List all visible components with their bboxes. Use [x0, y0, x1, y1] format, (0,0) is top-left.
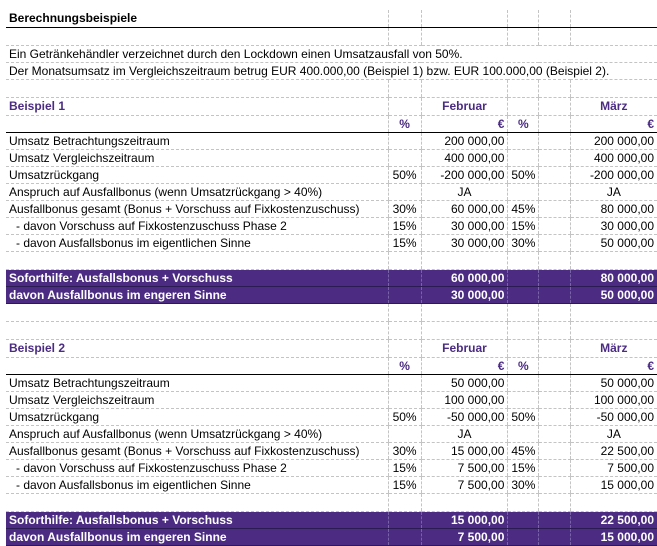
value-cell: 60 000,00 — [421, 201, 508, 218]
row-label: Ausfallbonus gesamt (Bonus + Vorschuss auf Fixkostenzuschuss) — [6, 443, 388, 460]
month-header: Februar — [421, 98, 508, 116]
percent-cell — [508, 426, 539, 443]
value-cell: 200 000,00 — [421, 133, 508, 150]
total-label: Soforthilfe: Ausfallsbonus + Vorschuss — [6, 512, 388, 529]
row-label: Umsatz Betrachtungszeitraum — [6, 133, 388, 150]
percent-cell: 45% — [508, 443, 539, 460]
unit-percent: % — [508, 116, 539, 133]
percent-cell — [508, 184, 539, 201]
value-cell: 7 500,00 — [421, 477, 508, 494]
value-cell: 100 000,00 — [570, 392, 657, 409]
value-cell: 30 000,00 — [421, 235, 508, 252]
row-label: - davon Vorschuss auf Fixkostenzuschuss Phase 2 — [6, 460, 388, 477]
percent-cell: 50% — [388, 409, 421, 426]
percent-cell — [388, 426, 421, 443]
month-header: März — [570, 340, 657, 358]
row-label: Anspruch auf Ausfallbonus (wenn Umsatzrückgang > 40%) — [6, 184, 388, 201]
unit-euro: € — [421, 358, 508, 375]
percent-cell: 15% — [508, 460, 539, 477]
percent-cell — [388, 184, 421, 201]
total-value: 15 000,00 — [421, 512, 508, 529]
percent-cell — [508, 375, 539, 392]
value-cell: JA — [570, 184, 657, 201]
value-cell: 7 500,00 — [421, 460, 508, 477]
row-label: Umsatzrückgang — [6, 409, 388, 426]
intro-line-1: Ein Getränkehändler verzeichnet durch den Lockdown einen Umsatzausfall von 50%. — [6, 46, 657, 63]
value-cell: 100 000,00 — [421, 392, 508, 409]
total-value: 30 000,00 — [421, 287, 508, 304]
row-label: Umsatz Vergleichszeitraum — [6, 392, 388, 409]
month-header: März — [570, 98, 657, 116]
row-label: - davon Ausfallsbonus im eigentlichen Sinne — [6, 235, 388, 252]
value-cell: 50 000,00 — [421, 375, 508, 392]
total-value: 50 000,00 — [570, 287, 657, 304]
example-heading: Beispiel 2 — [6, 340, 388, 358]
percent-cell — [388, 375, 421, 392]
row-label: Umsatzrückgang — [6, 167, 388, 184]
value-cell: -200 000,00 — [421, 167, 508, 184]
percent-cell: 15% — [508, 218, 539, 235]
example-heading: Beispiel 1 — [6, 98, 388, 116]
unit-percent: % — [388, 358, 421, 375]
row-label: Umsatz Betrachtungszeitraum — [6, 375, 388, 392]
percent-cell: 30% — [508, 477, 539, 494]
value-cell: 30 000,00 — [570, 218, 657, 235]
total-label: davon Ausfallbonus im engeren Sinne — [6, 287, 388, 304]
unit-euro: € — [570, 116, 657, 133]
total-label: davon Ausfallbonus im engeren Sinne — [6, 529, 388, 546]
unit-euro: € — [570, 358, 657, 375]
percent-cell — [508, 392, 539, 409]
row-label: - davon Ausfallsbonus im eigentlichen Sinne — [6, 477, 388, 494]
intro-line-2: Der Monatsumsatz im Vergleichszeitraum betrug EUR 400.000,00 (Beispiel 1) bzw. EUR 100.000,00 (Beispiel 2). — [6, 63, 657, 80]
row-label: Umsatz Vergleichszeitraum — [6, 150, 388, 167]
percent-cell: 30% — [388, 443, 421, 460]
percent-cell: 15% — [388, 235, 421, 252]
percent-cell: 30% — [388, 201, 421, 218]
value-cell: 15 000,00 — [570, 477, 657, 494]
sheet-title: Berechnungsbeispiele — [6, 10, 388, 28]
total-value: 7 500,00 — [421, 529, 508, 546]
percent-cell — [388, 392, 421, 409]
value-cell: 50 000,00 — [570, 235, 657, 252]
unit-percent: % — [388, 116, 421, 133]
percent-cell: 15% — [388, 477, 421, 494]
value-cell: 15 000,00 — [421, 443, 508, 460]
value-cell: 7 500,00 — [570, 460, 657, 477]
percent-cell: 50% — [508, 167, 539, 184]
value-cell: -50 000,00 — [570, 409, 657, 426]
unit-euro: € — [421, 116, 508, 133]
value-cell: 50 000,00 — [570, 375, 657, 392]
total-value: 60 000,00 — [421, 270, 508, 287]
row-label: Ausfallbonus gesamt (Bonus + Vorschuss auf Fixkostenzuschuss) — [6, 201, 388, 218]
percent-cell: 15% — [388, 460, 421, 477]
row-label: Anspruch auf Ausfallbonus (wenn Umsatzrückgang > 40%) — [6, 426, 388, 443]
value-cell: JA — [570, 426, 657, 443]
value-cell: JA — [421, 184, 508, 201]
percent-cell — [508, 150, 539, 167]
value-cell: 30 000,00 — [421, 218, 508, 235]
value-cell: 22 500,00 — [570, 443, 657, 460]
percent-cell: 15% — [388, 218, 421, 235]
spreadsheet — [6, 10, 657, 546]
total-value: 15 000,00 — [570, 529, 657, 546]
percent-cell — [388, 150, 421, 167]
value-cell: 400 000,00 — [570, 150, 657, 167]
percent-cell — [388, 133, 421, 150]
value-cell: -50 000,00 — [421, 409, 508, 426]
value-cell: 400 000,00 — [421, 150, 508, 167]
percent-cell: 50% — [388, 167, 421, 184]
value-cell: -200 000,00 — [570, 167, 657, 184]
month-header: Februar — [421, 340, 508, 358]
value-cell: 80 000,00 — [570, 201, 657, 218]
value-cell: JA — [421, 426, 508, 443]
percent-cell: 45% — [508, 201, 539, 218]
total-value: 80 000,00 — [570, 270, 657, 287]
total-value: 22 500,00 — [570, 512, 657, 529]
percent-cell: 50% — [508, 409, 539, 426]
percent-cell — [508, 133, 539, 150]
unit-percent: % — [508, 358, 539, 375]
total-label: Soforthilfe: Ausfallsbonus + Vorschuss — [6, 270, 388, 287]
percent-cell: 30% — [508, 235, 539, 252]
row-label: - davon Vorschuss auf Fixkostenzuschuss Phase 2 — [6, 218, 388, 235]
value-cell: 200 000,00 — [570, 133, 657, 150]
